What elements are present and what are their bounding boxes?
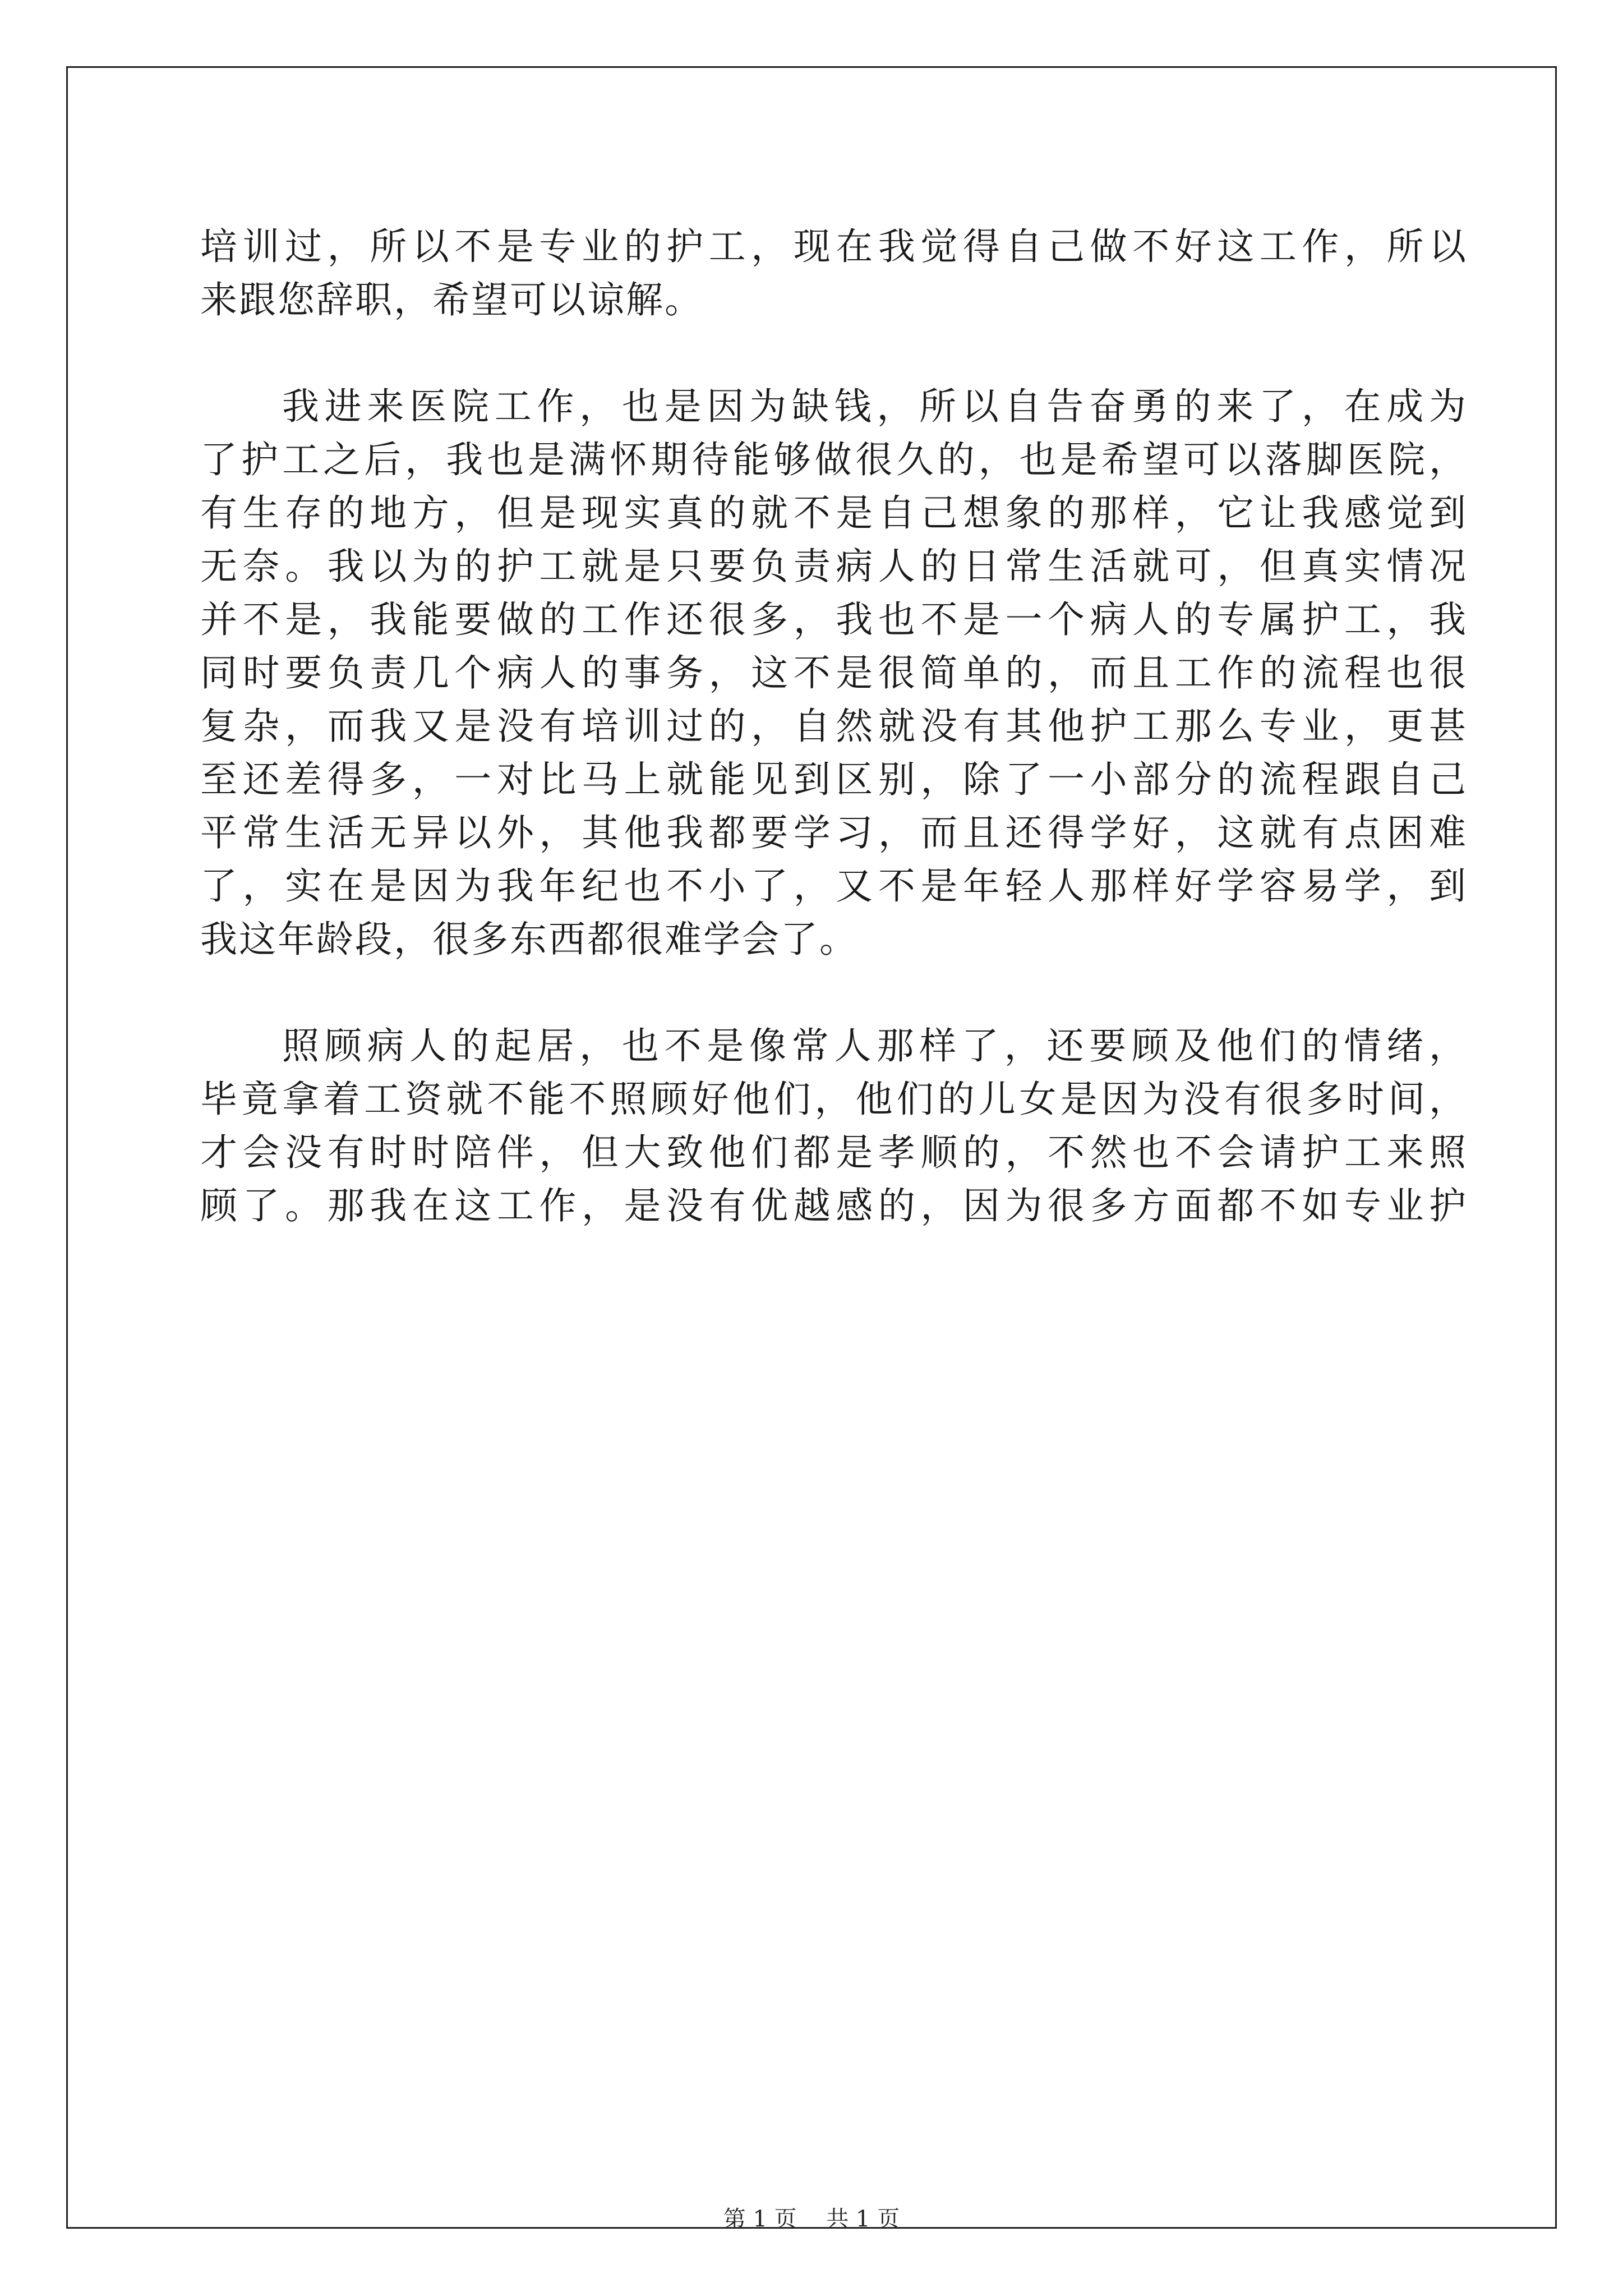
text-line: 顾了。那我在这工作，是没有优越感的，因为很多方面都不如专业护 — [200, 1184, 1468, 1227]
text-line: 照顾病人的起居，也不是像常人那样了，还要顾及他们的情绪， — [282, 1024, 1468, 1068]
text-line: 培训过，所以不是专业的护工，现在我觉得自己做不好这工作，所以 — [200, 225, 1468, 268]
text-line: 才会没有时时陪伴，但大致他们都是孝顺的，不然也不会请护工来照 — [200, 1131, 1468, 1174]
text-line: 至还差得多，一对比马上就能见到区别，除了一小部分的流程跟自己 — [200, 758, 1468, 801]
text-line: 并不是，我能要做的工作还很多，我也不是一个病人的专属护工，我 — [200, 598, 1468, 641]
text-line: 来跟您辞职，希望可以谅解。 — [200, 278, 703, 321]
text-line: 我这年龄段，很多东西都很难学会了。 — [200, 918, 858, 961]
text-line: 毕竟拿着工资就不能不照顾好他们，他们的儿女是因为没有很多时间， — [200, 1078, 1468, 1121]
page-number-footer: 第 1 页 共 1 页 — [723, 2206, 900, 2232]
text-line: 我进来医院工作，也是因为缺钱，所以自告奋勇的来了，在成为 — [282, 385, 1468, 428]
text-line: 了护工之后，我也是满怀期待能够做很久的，也是希望可以落脚医院， — [200, 438, 1468, 481]
text-line: 平常生活无异以外，其他我都要学习，而且还得学好，这就有点困难 — [200, 811, 1468, 854]
document-body — [200, 220, 1468, 1232]
text-line: 同时要负责几个病人的事务，这不是很简单的，而且工作的流程也很 — [200, 651, 1468, 694]
text-line: 有生存的地方，但是现实真的就不是自己想象的那样，它让我感觉到 — [200, 491, 1468, 535]
text-line: 复杂，而我又是没有培训过的，自然就没有其他护工那么专业，更甚 — [200, 705, 1468, 748]
text-line: 无奈。我以为的护工就是只要负责病人的日常生活就可，但真实情况 — [200, 545, 1468, 588]
text-line: 了，实在是因为我年纪也不小了，又不是年轻人那样好学容易学，到 — [200, 864, 1468, 908]
